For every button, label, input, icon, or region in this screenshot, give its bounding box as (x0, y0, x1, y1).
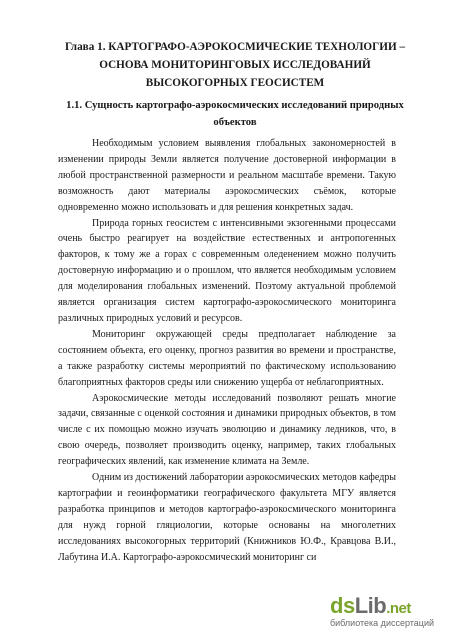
section-title (55, 97, 415, 131)
logo-ds: ds (330, 593, 355, 618)
dslib-logo (330, 594, 411, 621)
paragraph-1: Необходимым условием выявления глобальных закономерностей в изменении природы Земли является получение достоверной информации в любой пространственной размерности и реальном масштабе времени. Такую возможность дают материалы аэрокосмических съёмок, которые одновременно можно использовать и для решения конкретных задач. (58, 138, 396, 213)
chapter-title-line-1: Глава 1. КАРТОГРАФО-АЭРОКОСМИЧЕСКИЕ ТЕХНОЛОГИИ – (64, 41, 406, 53)
watermark-subtitle: библиотека диссертаций (330, 618, 435, 628)
logo-net: .net (386, 600, 411, 617)
paragraph-3: Мониторинг окружающей среды предполагает наблюдение за состоянием объекта, его оценку, прогноз развития во времени и пространстве, а также разработку системы мероприятий по фактическому использованию благоприятных факторов среды или снижению ущерба от неблагоприятных. (58, 328, 396, 388)
chapter-title-line-3: ВЫСОКОГОРНЫХ ГЕОСИСТЕМ (145, 77, 325, 89)
chapter-title (60, 38, 410, 92)
chapter-title-line-2: ОСНОВА МОНИТОРИНГОВЫХ ИССЛЕДОВАНИЙ (99, 59, 371, 71)
paragraph-4: Аэрокосмические методы исследований позволяют решать многие задачи, связанные с оценкой состояния и динамики природных объектов, в том числе с их помощью можно изучать эволюцию и динамику ледников, что, в свою очередь, позволяет производить оценку, например, таких глобальных географических явлений, как изменение климата на Земле. (58, 392, 396, 468)
paragraph-5: Одним из достижений лаборатории аэрокосмических методов кафедры картографии и геоинформатики географического факультета МГУ является разработка принципов и методов картографо-аэрокосмического мониторинга для нужд горной гляциологии, которые основаны на многолетних исследованиях высокогорных территорий (Книжников Ю.Ф., Кравцова В.И., Лабутина И.А. Картографо-аэрокосмический мониторинг си (58, 472, 396, 563)
body-text (58, 136, 396, 565)
logo-lib: Lib (354, 593, 387, 618)
paragraph-2: Природа горных геосистем с интенсивными экзогенными процессами очень быстро реагирует на воздействие естественных и антропогенных факторов, к тому же а горах с современным оледенением можно получить достоверную информацию и о прошлом, что является необходимым условием для моделирования глобальных изменений. Поэтому актуальной проблемой является организация систем картографо-аэрокосмического мониторинга различных природных условий и ресурсов. (58, 217, 396, 324)
section-title-line-2: объектов (213, 117, 257, 128)
section-title-line-1: 1.1. Сущность картографо-аэрокосмических исследований природных (66, 100, 404, 111)
dslib-watermark[interactable] (328, 594, 446, 632)
